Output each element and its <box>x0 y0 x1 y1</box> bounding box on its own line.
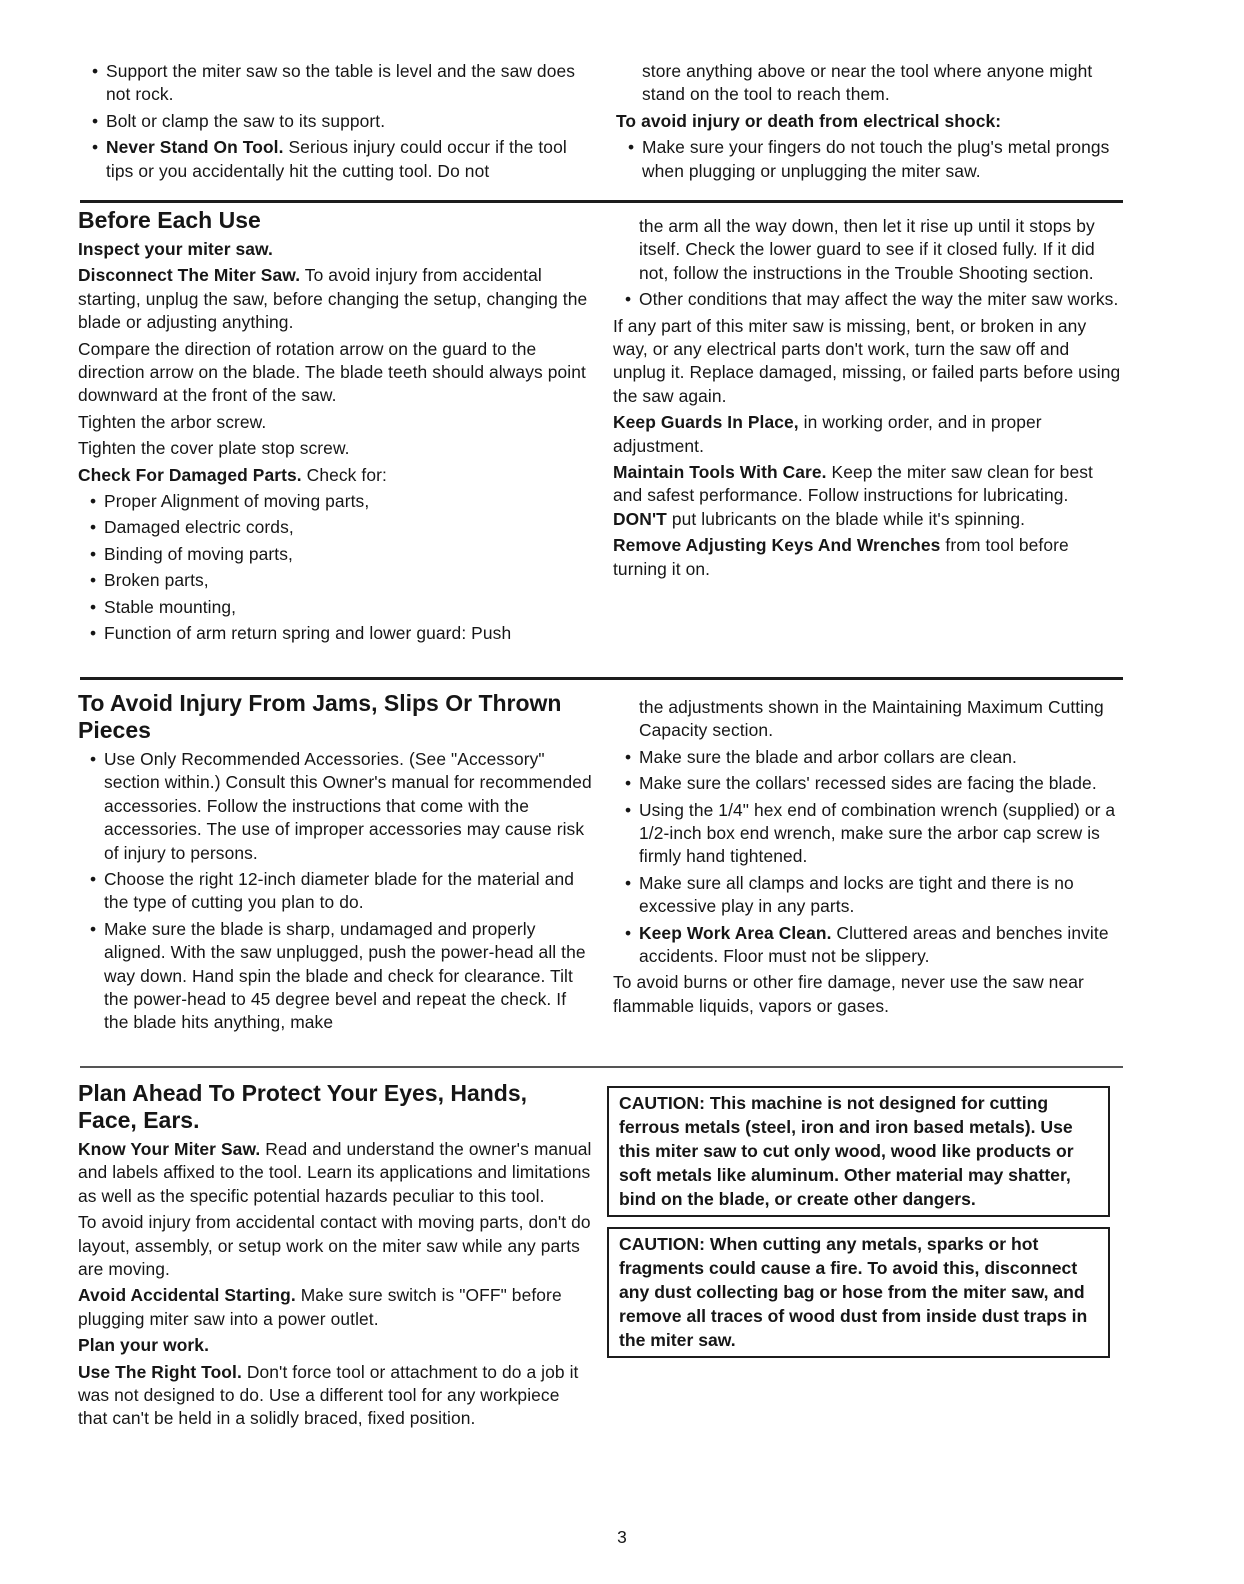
jams-right-column <box>613 696 1121 1021</box>
intro-left-column <box>80 60 592 186</box>
list-item: • Stable mounting, <box>78 596 592 619</box>
list-item: • Broken parts, <box>78 569 592 592</box>
page-number: 3 <box>617 1527 627 1547</box>
list-item: • Binding of moving parts, <box>78 543 592 566</box>
before-use-right-column <box>613 215 1121 584</box>
section-divider <box>80 1066 1123 1068</box>
list-item: • Make sure the collars' recessed sides are facing the blade. <box>613 772 1121 795</box>
before-use-left-column <box>78 207 592 649</box>
list-item: • Make sure all clamps and locks are tight and there is no excessive play in any parts. <box>613 872 1121 919</box>
list-item: • Use Only Recommended Accessories. (See "Accessory" section within.) Consult this Owner's manual for recommended accessories. Follow the instructions that come with the accessories. The use of improper accessories may cause risk of injury to persons. <box>78 748 592 865</box>
section-title: To Avoid Injury From Jams, Slips Or Thrown Pieces <box>78 690 562 743</box>
list-item: • Choose the right 12-inch diameter blade for the material and the type of cutting you plan to do. <box>78 868 592 915</box>
section-title: Plan Ahead To Protect Your Eyes, Hands, Face, Ears. <box>78 1080 528 1133</box>
caution-box: CAUTION: This machine is not designed for cutting ferrous metals (steel, iron and iron based metals). Use this miter saw to cut only wood, wood like products or soft metals like aluminum. Other material may shatter, bind on the blade, or create other dangers. <box>607 1086 1110 1217</box>
subheading: Inspect your miter saw. <box>78 239 273 259</box>
list-item: • Proper Alignment of moving parts, <box>78 490 592 513</box>
list-item: • Support the miter saw so the table is level and the saw does not rock. <box>80 60 592 107</box>
list-item: • Make sure your fingers do not touch the plug's metal prongs when plugging or unplugging the miter saw. <box>616 136 1122 183</box>
paragraph: Remove Adjusting Keys And Wrenches from tool before turning it on. <box>613 535 1069 579</box>
paragraph: Keep Guards In Place, in working order, and in proper adjustment. <box>613 412 1042 456</box>
bold-lead: Check For Damaged Parts. <box>78 464 302 485</box>
paragraph: Compare the direction of rotation arrow on the guard to the direction arrow on the blade. The blade teeth should always point downward at the front of the saw. <box>78 338 586 406</box>
bold-lead: Keep Work Area Clean. <box>639 922 832 943</box>
subheading: Plan your work. <box>78 1335 209 1356</box>
list-item: • Using the 1/4" hex end of combination wrench (supplied) or a 1/2-inch box end wrench, make sure the arbor cap screw is firmly hand tightened. <box>613 799 1121 869</box>
plan-right-column <box>607 1086 1110 1368</box>
list-item: • Never Stand On Tool. Serious injury could occur if the tool tips or you accidentally hit the cutting tool. Do not <box>80 136 592 183</box>
paragraph: Check For Damaged Parts. Check for: <box>78 464 387 485</box>
paragraph: Avoid Accidental Starting. Make sure switch is "OFF" before plugging miter saw into a power outlet. <box>78 1285 562 1329</box>
list-item: • Keep Work Area Clean. Cluttered areas and benches invite accidents. Floor must not be slippery. <box>613 922 1121 969</box>
bold-lead: Use The Right Tool. <box>78 1361 242 1382</box>
bold-lead: Remove Adjusting Keys And Wrenches <box>613 535 941 556</box>
section-divider <box>80 677 1123 680</box>
continued-text: the adjustments shown in the Maintaining Maximum Cutting Capacity section. <box>639 697 1104 741</box>
jams-left-column <box>78 690 592 1038</box>
list-item: • Make sure the blade is sharp, undamaged and properly aligned. With the saw unplugged, push the power-head all the way down. Hand spin the blade and check for clearance. Tilt the power-head to 45 degree bevel and repeat the check. If the blade hits anything, make <box>78 918 592 1035</box>
bold-lead: Know Your Miter Saw. <box>78 1139 261 1159</box>
bold-lead: Never Stand On Tool. <box>106 137 284 158</box>
paragraph: If any part of this miter saw is missing, bent, or broken in any way, or any electrical parts don't work, turn the saw off and unplug it. Replace damaged, missing, or failed parts before using the saw again. <box>613 315 1121 406</box>
paragraph: To avoid injury from accidental contact with moving parts, don't do layout, assembly, or setup work on the miter saw while any parts are moving. <box>78 1212 591 1280</box>
bold-lead: Disconnect The Miter Saw. <box>78 265 301 286</box>
paragraph: Maintain Tools With Care. Keep the miter saw clean for best and safest performance. Follow instructions for lubricating. DON'T put lubricants on the blade while it's spinning. <box>613 462 1093 529</box>
continued-text: store anything above or near the tool where anyone might stand on the tool to reach them. <box>642 61 1093 105</box>
list-item: • Damaged electric cords, <box>78 516 592 539</box>
intro-right-column <box>616 60 1122 186</box>
list-item: • Other conditions that may affect the way the miter saw works. <box>613 288 1121 311</box>
plan-left-column <box>78 1080 592 1434</box>
paragraph: Use The Right Tool. Don't force tool or attachment to do a job it was not designed to do. Use a different tool for any workpiece that can't be held in a solidly braced, fixed position. <box>78 1361 579 1429</box>
subheading: To avoid injury or death from electrical shock: <box>616 110 1002 131</box>
list-item: • Function of arm return spring and lower guard: Push <box>78 622 592 645</box>
paragraph: To avoid burns or other fire damage, never use the saw near flammable liquids, vapors or gases. <box>613 972 1084 1016</box>
bold-lead: Avoid Accidental Starting. <box>78 1285 296 1306</box>
section-title: Before Each Use <box>78 207 261 233</box>
list-item: • Bolt or clamp the saw to its support. <box>80 110 592 133</box>
paragraph: Know Your Miter Saw. Read and understand the owner's manual and labels affixed to the tool. Learn its applications and limitations as well as the specific potential hazards peculiar to this tool. <box>78 1139 592 1206</box>
continued-text: the arm all the way down, then let it rise up until it stops by itself. Check the lower guard to see if it closed fully. If it did not, follow the instructions in the Trouble Shooting section. <box>639 216 1095 283</box>
paragraph: Tighten the cover plate stop screw. <box>78 438 350 459</box>
caution-box: CAUTION: When cutting any metals, sparks or hot fragments could cause a fire. To avoid this, disconnect any dust collecting bag or hose from the miter saw, and remove all traces of wood dust from inside dust traps in the miter saw. <box>607 1227 1110 1358</box>
bold-lead: Keep Guards In Place, <box>613 412 799 433</box>
paragraph: Tighten the arbor screw. <box>78 411 267 432</box>
bold-lead: Maintain Tools With Care. <box>613 462 827 483</box>
section-divider <box>80 200 1123 203</box>
list-item: • Make sure the blade and arbor collars are clean. <box>613 746 1121 769</box>
paragraph: Disconnect The Miter Saw. To avoid injury from accidental starting, unplug the saw, before changing the setup, changing the blade or adjusting anything. <box>78 265 588 333</box>
